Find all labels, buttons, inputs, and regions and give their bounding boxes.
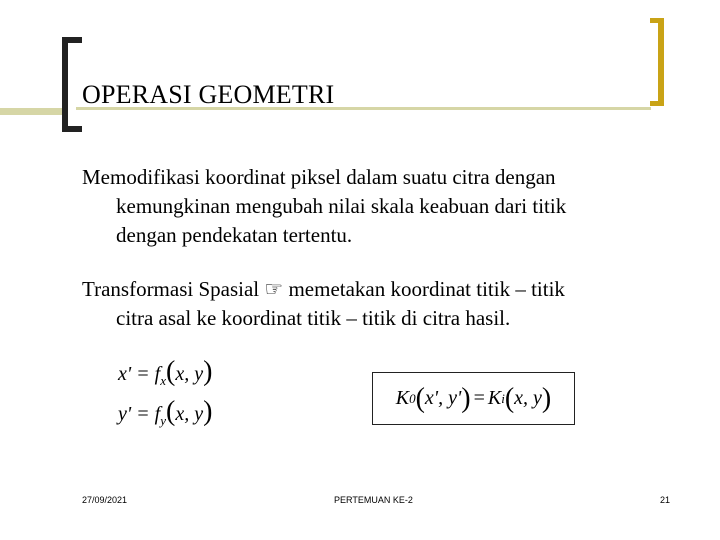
paragraph-1 xyxy=(82,163,682,250)
paren-close-icon: ) xyxy=(203,396,213,427)
footer-center: PERTEMUAN KE-2 xyxy=(334,495,413,505)
boxed-equals: = xyxy=(473,387,485,409)
footer-date: 27/09/2021 xyxy=(82,495,128,505)
left-bracket-top xyxy=(62,37,82,43)
equation-x xyxy=(118,356,212,389)
slide-title: OPERASI GEOMETRI xyxy=(82,80,335,109)
paragraph-2 xyxy=(82,275,682,333)
equation-x-sub: x xyxy=(160,373,166,388)
title-band-left xyxy=(0,108,62,115)
paragraph-1-line-3: dengan pendekatan tertentu. xyxy=(116,223,353,247)
paragraph-2-line-1: Transformasi Spasial ☞ memetakan koordinat titik – titik xyxy=(82,277,565,301)
paren-close-icon: ) xyxy=(203,356,213,387)
boxed-k0-sub: 0 xyxy=(409,390,416,406)
paren-close-icon: ) xyxy=(541,382,552,414)
paren-close-icon: ) xyxy=(461,382,471,414)
left-bracket xyxy=(62,37,68,132)
paragraph-1-line-1: Memodifikasi koordinat piksel dalam suatu citra dengan xyxy=(82,165,556,189)
equation-y-sub: y xyxy=(160,413,166,428)
paragraph-1-line-2: kemungkinan mengubah nilai skala keabuan dari titik xyxy=(116,194,567,218)
right-bracket xyxy=(658,18,664,106)
footer-page-number: 21 xyxy=(660,495,671,505)
paren-open-icon: ( xyxy=(166,396,176,427)
paren-open-icon: ( xyxy=(166,356,176,387)
paragraph-2-line-2: citra asal ke koordinat titik – titik di citra hasil. xyxy=(116,306,511,330)
paren-open-icon: ( xyxy=(415,382,425,414)
right-bracket-top xyxy=(650,18,664,23)
equation-y xyxy=(118,396,212,429)
boxed-equation xyxy=(372,372,575,425)
boxed-ki: K xyxy=(487,387,502,409)
right-bracket-bottom xyxy=(650,101,664,106)
left-bracket-bottom xyxy=(62,126,82,132)
paren-open-icon: ( xyxy=(504,382,515,414)
boxed-args-left: x', y' xyxy=(424,387,462,409)
equation-x-lhs: x' = f xyxy=(118,363,161,385)
boxed-args-right: x, y xyxy=(514,387,542,409)
equation-y-args: x, y xyxy=(175,403,204,425)
boxed-k0: K xyxy=(395,387,410,409)
equation-x-args: x, y xyxy=(175,363,204,385)
equation-y-lhs: y' = f xyxy=(118,403,161,425)
boxed-ki-sub: i xyxy=(501,390,505,406)
